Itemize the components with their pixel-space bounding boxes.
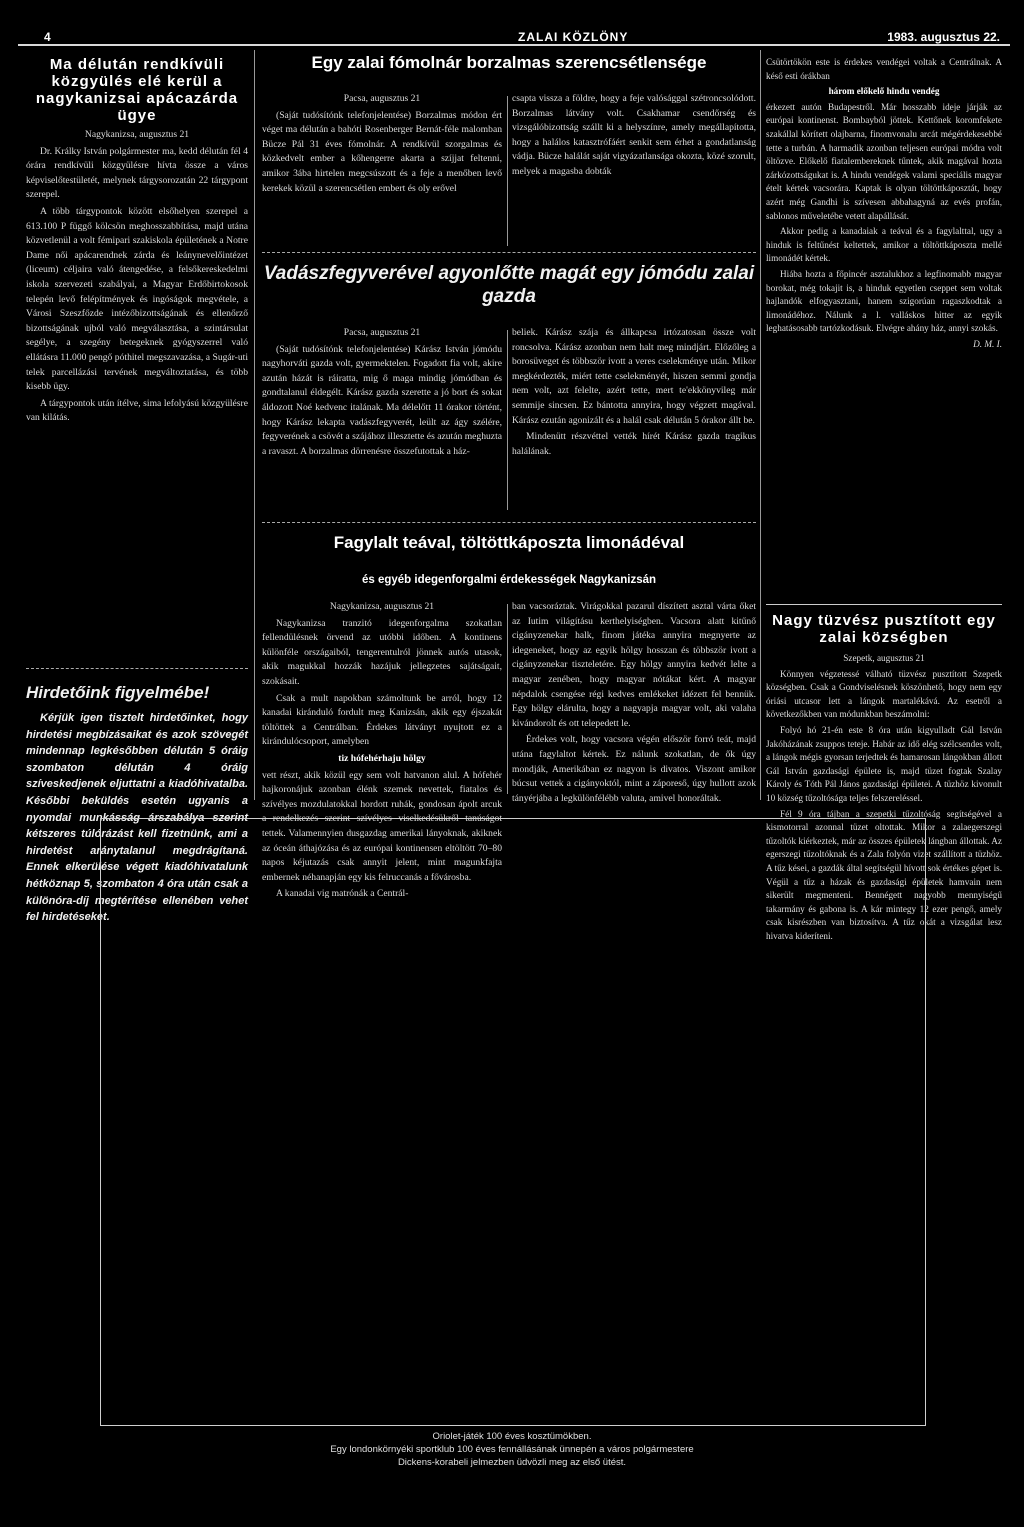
separator	[26, 668, 248, 669]
column-divider	[254, 50, 255, 800]
paragraph: Dr. Králky István polgármester ma, kedd délután fél 4 órára rendkívüli közgyülésre hívta össze a város képviselőtestületét, melynek tárgysorozatán 22 tárgypont szerepel.	[26, 145, 248, 201]
paragraph: Csütörtökön este is érdekes vendégei voltak a Centrálnak. A késő esti órákban	[766, 57, 1002, 81]
dateline: Szepetk, augusztus 21	[843, 653, 925, 663]
dateline: Pacsa, augusztus 21	[343, 327, 421, 338]
column-divider	[507, 330, 508, 510]
paragraph: beliek. Kárász szája és állkapcsa irtózatosan össze volt roncsolva. Kárász azonban nem halt meg mindjárt. Előzőleg a borosüveget és többször ivott a veres cselekménye után. Mikor megkérdezték, miért tette cselekményét, hiszen semmi gondja nem volt, azt felelte, azért tette, mert te'ekkönyvileg már semmije sincsen. Ez bántotta annyira, hogy végzett magával. Kárász ezután agonizált és a halál csak délután 5 órakor állt be.	[512, 327, 756, 426]
article-fomolnar-col-b	[512, 92, 756, 182]
paragraph: (Saját tudósítónk telefonjelentése) Kárász István jómódu nagyhorváti gazda volt, gyermektelen. Fogadott fia volt, akire azután házát is ráiratta, mig ő maga mindig jómódban és gondtalanul éldegélt. Kárász gazda szerette a jó bort és sokat áldozott Noé kedvenc italának. Ma délelőtt 11 órakor történt, hogy Kárász lekapta vadászfegyverét, leült az ágy szélére, fegyverének a csövét a szájához illesztette és azután meghuzta a ravaszt. A borzalmas dörrenésre összefutottak a ház-	[262, 343, 502, 457]
paragraph: csapta vissza a földre, hogy a feje valósággal szétroncsolódott. Borzalmas látvány volt. Csakhamar csendőrség és vizsgálóbizottság szállt ki a helyszínre, amely megállapította, hogy a halálos katasztrófáért senkit sem érhet a gondatlanság vádja. Bücze halálát saját vigyázatlansága okozta, közé szorult, melyek a magasba dobták	[512, 93, 756, 177]
dateline: Nagykanizsa, augusztus 21	[329, 601, 435, 612]
caption-line: Dickens-korabeli jelmezben üdvözli meg az első ütést.	[397, 1457, 627, 1468]
separator	[262, 252, 756, 253]
caption-line: Oriolet-játék 100 éves kosztümökben.	[432, 1431, 592, 1442]
photo-frame	[100, 818, 926, 1426]
article-fagylalt-col-b	[512, 600, 756, 808]
separator	[766, 604, 1002, 605]
paragraph: A tárgypontok után ítélve, sima lefolyású közgyülésre van kilátás.	[26, 397, 248, 424]
article-vadaszfegyver-col-a	[262, 326, 502, 461]
notice-body: Kérjük igen tisztelt hirdetőinket, hogy hirdetési megbízásaikat és azok szövegét mindennap legkésőbben délután 5 óráig szombaton délután 4 óráig szíveskedjenek eljuttatni a kiadóhivatalba. Későbbi beküldés esetén ugyanis a nyomdai munkásság árszabálya szerint kétszeres túlórázást kell fizetnünk, ami a hirdetést aránytalanul megdrágítaná. Ennek elkerülése végett kiadóhivatalunk hétköznap 5, szombaton 4 óra után csak a különóra-díj megtérítése ellenében vehet fel hirdetéseket.	[26, 712, 248, 924]
paragraph: Folyó hó 21-én este 8 óra után kigyulladt Gál István Jakóházának zsuppos teteje. Habár az idő elég szélcsendes volt, a lángok mégis gyorsan terjedtek és hamarosan lángokban állott Gál István gazdasági épülete is, majd tüzet fogtak Szalay Károly és Tóth Pál János gazdasági épületei. A tüzhöz kivonult 10 község tűzoltósága teljes felszereléssel.	[766, 724, 1002, 803]
headline-fagylalt: Fagylalt teával, töltöttkáposzta limonádéval	[333, 533, 685, 552]
paragraph: Hiába hozta a főpincér asztalukhoz a legfinomabb magyar borokat, még tokajit is, a hinduk egyetlen cseppet sem voltak hajlandók elfogyasztani, hanem szigorúan ragaszkodtak a limonádéhoz. Nálunk a l. valláskos hitter az egyik leghatásosabb tartózkodásuk. Elvégre ahány ház, annyi szokás.	[766, 268, 1002, 334]
paragraph: érkezett autón Budapestről. Már hosszabb ideje járják az európai kontinenst. Bombayból jöttek. Kettőnek koromfekete szakállal körített olajbarna, finomvonalu arcát mégérdekesebbé tette a turbán. A harmadik azonban teljesen európai módra volt öltözve. Előkelő fiatalembereknek tűntek, akik magával hozta zárkózottságukat is. A hindu vendégek valami speciális magyar ételt kértek vacsorára. Kaptak is olyan töltöttkáposztát, hogy azért még Gandhi is szívesen abbahagyná az evés profán, sablonos műveletébe vetett alapállását.	[766, 101, 1002, 221]
article-vadaszfegyver-col-b	[512, 326, 756, 461]
separator	[262, 522, 756, 523]
issue-date: 1983. augusztus 22.	[887, 30, 1000, 44]
headline-fomolnar: Egy zalai fómolnár borzalmas szerencsétlensége	[311, 53, 707, 72]
article-fomolnar-col-a	[262, 92, 502, 198]
paragraph: Nagykanizsa tranzitó idegenforgalma szokatlan fellendülésnek örvend az utóbbi időben. A kontinens különféle országaiból, tengerentulról jönnek autós utasok, akik magukkal hozzák hazájuk jellegzetes sajátságait, szokásait.	[262, 617, 502, 687]
inline-headline: tiz hófehérhaju hölgy	[338, 752, 426, 764]
paragraph: Fél 9 óra tájban a szepetki tűzoltóság segítségével a kismotorral azonnal tüzet oltottak. Mikor a zalaegerszegi tűzoltók kiérkeztek, már az összes épületek lángban állottak. Az egerszegi tűzoltóknak és a Zala folyón vizet szállított a tüzhöz. A tűz kései, a gazdák által segítségül hívott sok értékes gépet is. Végül a tűz a házak és gazdasági épületek hamvain nem sikerült megmenteni. Bennégett nagyobb mennyiségű takarmány és gabona is. A kár mintegy 12 ezer pengő, amely csak kisrészben van biztosítva. A tűz okát a vizsgálat lesz hivatva kideríteni.	[766, 808, 1002, 941]
signature: D. M. I.	[973, 338, 1002, 349]
page-number: 4	[44, 30, 51, 44]
paragraph: A kanadai vig matrónák a Centrál-	[276, 888, 409, 900]
paragraph: (Saját tudósítónk telefonjelentése) Borzalmas módon ért véget ma délután a bahóti Rosenberger Bernát-féle malomban Bücze Pál 31 éves fómolnár. A rendkívül szorgalmas és közkedvelt ember a kőhengerre akarta a szíjjat feltenni, amikor 3ába hirtelen megcsúszott és a feje a menőben levő kerekek közül a szerencsétlen embert és oly erővel	[262, 109, 502, 194]
column-divider	[507, 604, 508, 794]
dateline: Pacsa, augusztus 21	[343, 93, 421, 104]
header-rule	[18, 44, 1010, 46]
article-hindu-vendegek	[766, 56, 1002, 353]
masthead: ZALAI KÖZLÖNY	[518, 30, 629, 44]
headline-vadaszfegyver: Vadászfegyverével agyonlőtte magát egy jómódu zalai gazda	[263, 263, 755, 307]
photo-caption	[0, 1430, 1024, 1469]
subhead-fagylalt: és egyéb idegenforgalmi érdekességek Nagykanizsán	[361, 574, 657, 586]
dateline: Nagykanizsa, augusztus 21	[84, 129, 190, 140]
paragraph: Könnyen végzetessé válható tüzvész pusztított Szepetk községben. Csak a Gondviselésnek köszönhető, hogy nem egy óriási utcasor lett a lángok martalékává. Az esetről a következőkben van módunkban beszámolni:	[766, 668, 1002, 720]
headline: Nagy tüzvész pusztított egy zalai községben	[772, 612, 996, 646]
paragraph: A több tárgypontok között elsőhelyen szerepel a 613.100 P függő kölcsön meghosszabbítása, majd utána közvetlenül a volt fémipari szakiskola épületének a Notre Dame női apácarendnek zárda és leánynevelőintézet (liceum) céljaira való átengedése, a felsőkereskedelmi iskola szervezeti szabályai, a Magyar Erdőbirtokosok telepén levő felépítmények és ingóságok megvétele, a Városi Szeszfőzde intézőbizottságának és ellenőrző bizottságának ujból való megválasztása, a szintársulat segélye, a szegény betegeknek gyógyszerrel való ellátásra 11.000 pengő póthitel megszavazása, a Sugár-uti telek parcellázási tervének megváltoztatása, és több kisebb ügy.	[26, 205, 248, 393]
paragraph: Akkor pedig a kanadaiak a teával és a fagylalttal, ugy a hinduk is feltűnést keltettek, amikor a töltöttkáposzta mellé limonádét kértek.	[766, 226, 1002, 264]
paragraph: Érdekes volt, hogy vacsora végén először forró teát, majd utána fagylaltot kértek. Ez nálunk szokatlan, de ők úgy mondják, Amerikában ez nagyon is divatos. Viszont amikor búcsut vettek a cigányoktól, mint a záporeső, úgy hullott azok tányérjába a legkülönfélébb valuta, amivel honoráltak.	[512, 734, 756, 804]
inline-headline: három előkelő hindu vendég	[828, 86, 940, 97]
page-header	[18, 30, 1010, 44]
paragraph: ban vacsoráztak. Virágokkal pazarul díszített asztal várta őket az Iutim világításu kerthelyiségben. Vacsora alatt kitűnő cigányzenekar halk, finom játéka annyira megnyerte az idegeneket, hogy az egyik hölgy hosszan és többször ivott a cigányzenekar tiszteletére. Egy hölgy annyira kedvét lelte a magyar zenében, hogy magyar nótákat kért. A magyar népdalok csengése régi kedves emlékeket idézett fel bennük. Egy hölgy elárulta, hogy a nagyapja magyar volt, aki valaha kivándorolt és ott telepedett le.	[512, 601, 756, 729]
article-apacazarda	[26, 56, 248, 428]
headline: Ma délután rendkívüli közgyülés elé kerül a nagykanizsai apácazárda ügye	[35, 56, 239, 124]
paragraph: vett részt, akik közül egy sem volt hatvanon alul. A hófehér hajkoronájuk azonban élénk szemek nevettek, fiatalos és szívélyes mozdulatokkal hordott ruhák, gondosan ápolt arcuk a rendelkezés szerint szívélyes viselkedésükről tanúságot tettek. Valamennyien dusgazdag amerikai lányoknak, akiknek az óceán áthajózása és az európai kontinensen eltöltött 70–80 napos kéjutazás csak annyit jelent, mint magunkfajta embernek néhanapján egy kis felruccanás a fővárosba.	[262, 769, 502, 883]
paragraph: Mindenütt részvéttel vették hírét Kárász gazda tragikus halálának.	[512, 431, 756, 457]
notice-headline: Hirdetőink figyelmébe!	[26, 683, 210, 702]
column-divider	[760, 50, 761, 800]
column-divider	[507, 96, 508, 246]
caption-line: Egy londonkörnyéki sportklub 100 éves fennállásának ünnepén a város polgármestere	[330, 1444, 694, 1455]
paragraph: Csak a mult napokban számoltunk be arról, hogy 12 kanadai kiránduló fordult meg Kanizsán, akik egy éjszakát töltöttek a Centrálban. Érdekes látványt nyujtott ez a kirándulócsoport, amelyben	[262, 692, 502, 748]
